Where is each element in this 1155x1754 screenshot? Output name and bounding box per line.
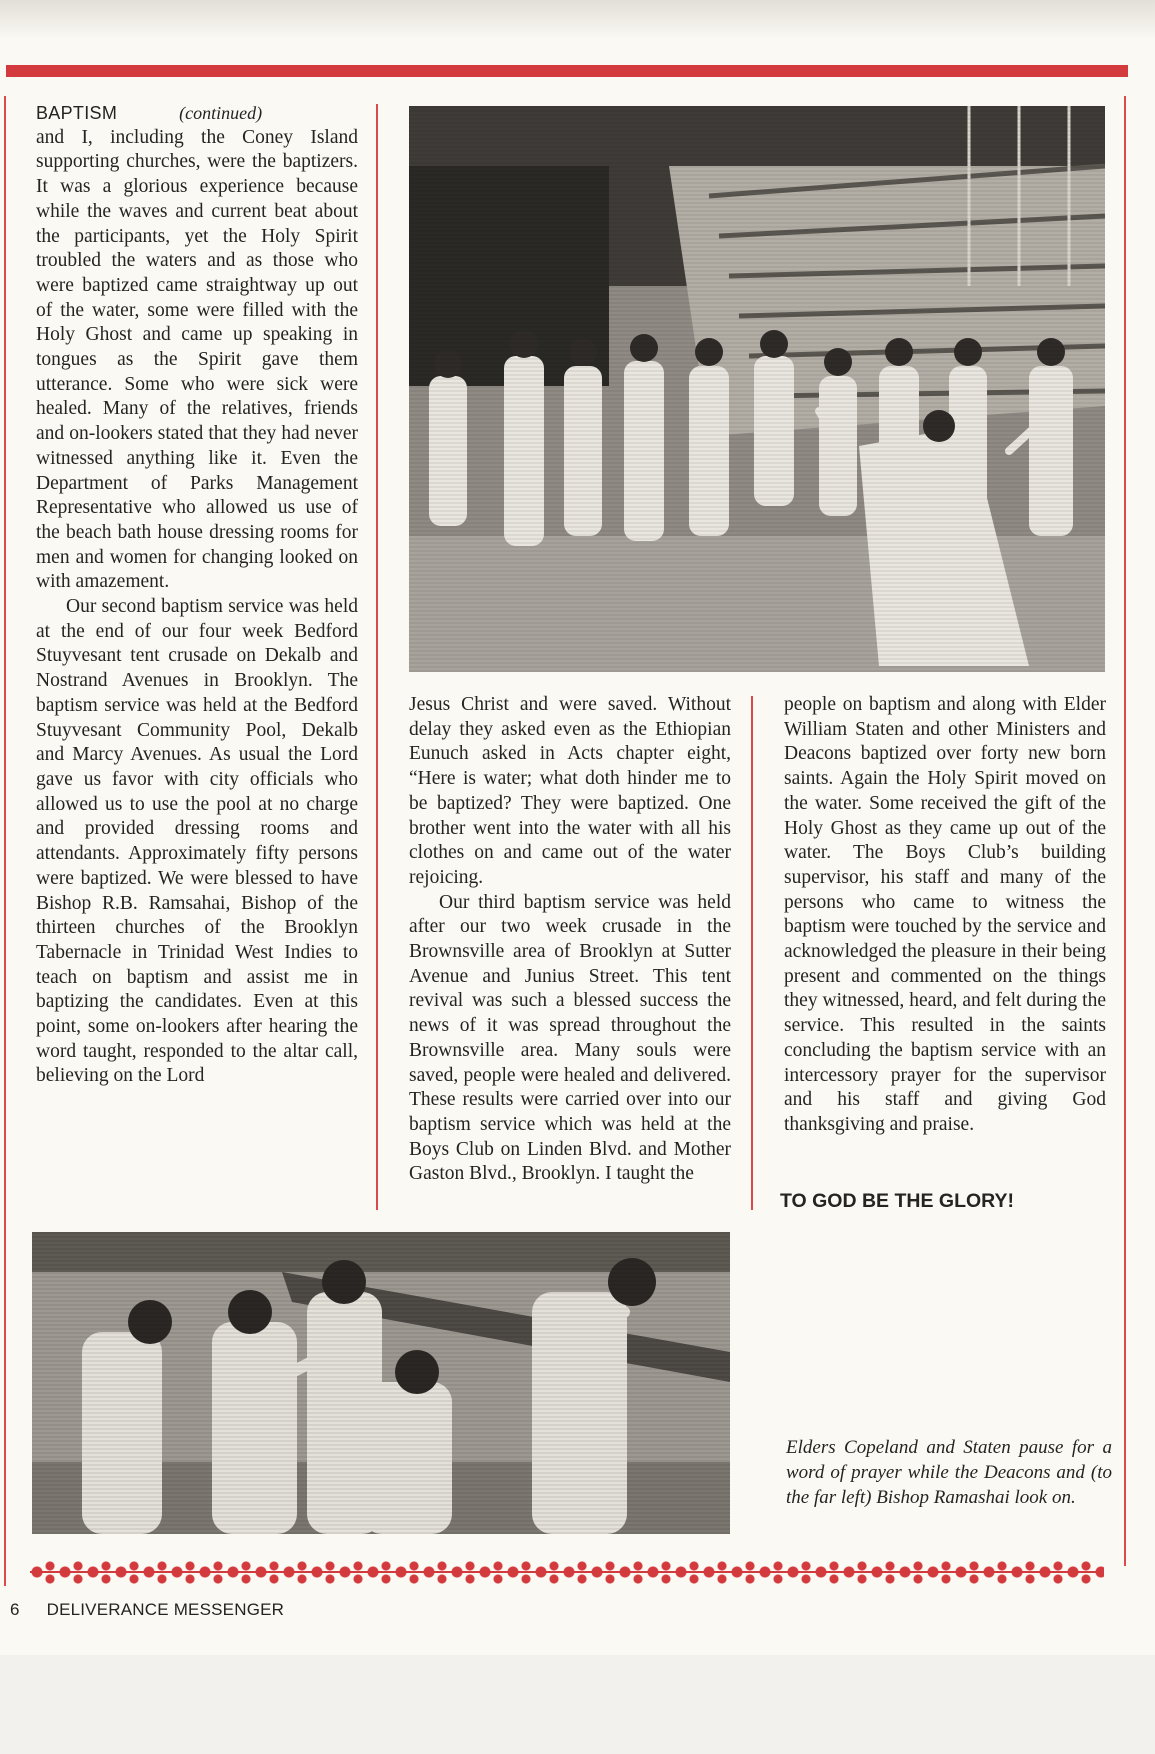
left-margin-rule <box>4 96 6 1586</box>
column-rule-2 <box>751 696 753 1210</box>
baptism-crowd-photo <box>409 106 1105 672</box>
article-column-1 <box>36 101 358 1089</box>
page-footer <box>10 1600 284 1620</box>
col1-paragraph-1: and I, including the Coney Island supporting churches, were the baptizers. It was a glorious experience because while the waves and current beat about the participants, yet the Holy Spirit troubled the waters and as those who were baptized came straightway up out of the water, some were filled with the Holy Ghost and came up speaking in tongues as the Spirit gave them utterance. Some who were sick were healed. Many of the relatives, friends and on-lookers stated that they had never witnessed anything like it. Even the Department of Parks Management Representative who allowed us use of the beach bath house dressing rooms for men and women for changing looked on with amazement. <box>36 126 358 593</box>
page-top-shadow <box>0 0 1155 40</box>
column-rule-1 <box>376 104 378 1210</box>
closing-line: TO GOD BE THE GLORY! <box>780 1190 1015 1212</box>
elders-prayer-photo <box>32 1232 730 1534</box>
col1-paragraph-2: Our second baptism service was held at the end of our four week Bedford Stuyvesant tent crusade on Dekalb and Nostrand Avenues in Brooklyn. The baptism service was held at the Bedford Stuyvesant Community Pool, Dekalb and Marcy Avenues. As usual the Lord gave us favor with city officials who allowed us to use the pool at no charge and provided dressing rooms and attendants. Approximately fifty persons were baptized. We were blessed to have Bishop R.B. Ramsahai, Bishop of the thirteen churches of the Brooklyn Tabernacle in Trinidad West Indies to teach on baptism and assist me in baptizing the candidates. Even at this point, some on-lookers after hearing the word taught, responded to the altar call, believing on the Lord <box>36 596 358 1087</box>
page-bottom-margin <box>0 1655 1155 1754</box>
publication-name: DELIVERANCE MESSENGER <box>46 1600 285 1619</box>
col2-paragraph-2: Our third baptism service was held after our two week crusade in the Brownsville area of Brooklyn at Sutter Avenue and Junius Street. This tent revival was such a blessed success the news of it was spread throughout the Brownsville area. Many souls were saved, people were healed and delivered. These results were carried over into our baptism service which was held at the Boys Club on Linden Blvd. and Mother Gaston Blvd., Brooklyn. I taught the <box>409 891 731 1185</box>
col2-paragraph-1: Jesus Christ and were saved. Without delay they asked even as the Ethiopian Eunuch asked in Acts chapter eight, “Here is water; what doth hinder me to be baptized? They were baptized. One brother went into the water with all his clothes on and came out of the water rejoicing. <box>409 694 731 888</box>
page-number: 6 <box>10 1600 20 1619</box>
heading-title: BAPTISM <box>36 103 118 123</box>
article-column-3 <box>784 693 1106 1138</box>
photo-caption: Elders Copeland and Staten pause for a word of prayer while the Deacons and (to the far left) Bishop Ramashai look on. <box>786 1437 1112 1508</box>
top-red-rule <box>6 65 1128 77</box>
floral-border-ornament <box>30 1558 1104 1586</box>
article-heading <box>36 101 358 126</box>
heading-continued: (continued) <box>179 103 263 123</box>
col3-paragraph-1: people on baptism and along with Elder William Staten and other Ministers and Deacons baptized over forty new born saints. Again the Holy Spirit moved on the water. Some received the gift of the Holy Ghost as they came up out of the water. The Boys Club’s building supervisor, his staff and many of the persons who came to witness the baptism were touched by the service and acknowledged the pleasure in their being present and commented on the things they witnessed, heard, and felt during the service. This resulted in the saints concluding the baptism service with an intercessory prayer for the supervisor and his staff and giving God thanksgiving and praise. <box>784 694 1106 1135</box>
article-column-2 <box>409 693 731 1187</box>
right-margin-rule <box>1124 96 1126 1566</box>
